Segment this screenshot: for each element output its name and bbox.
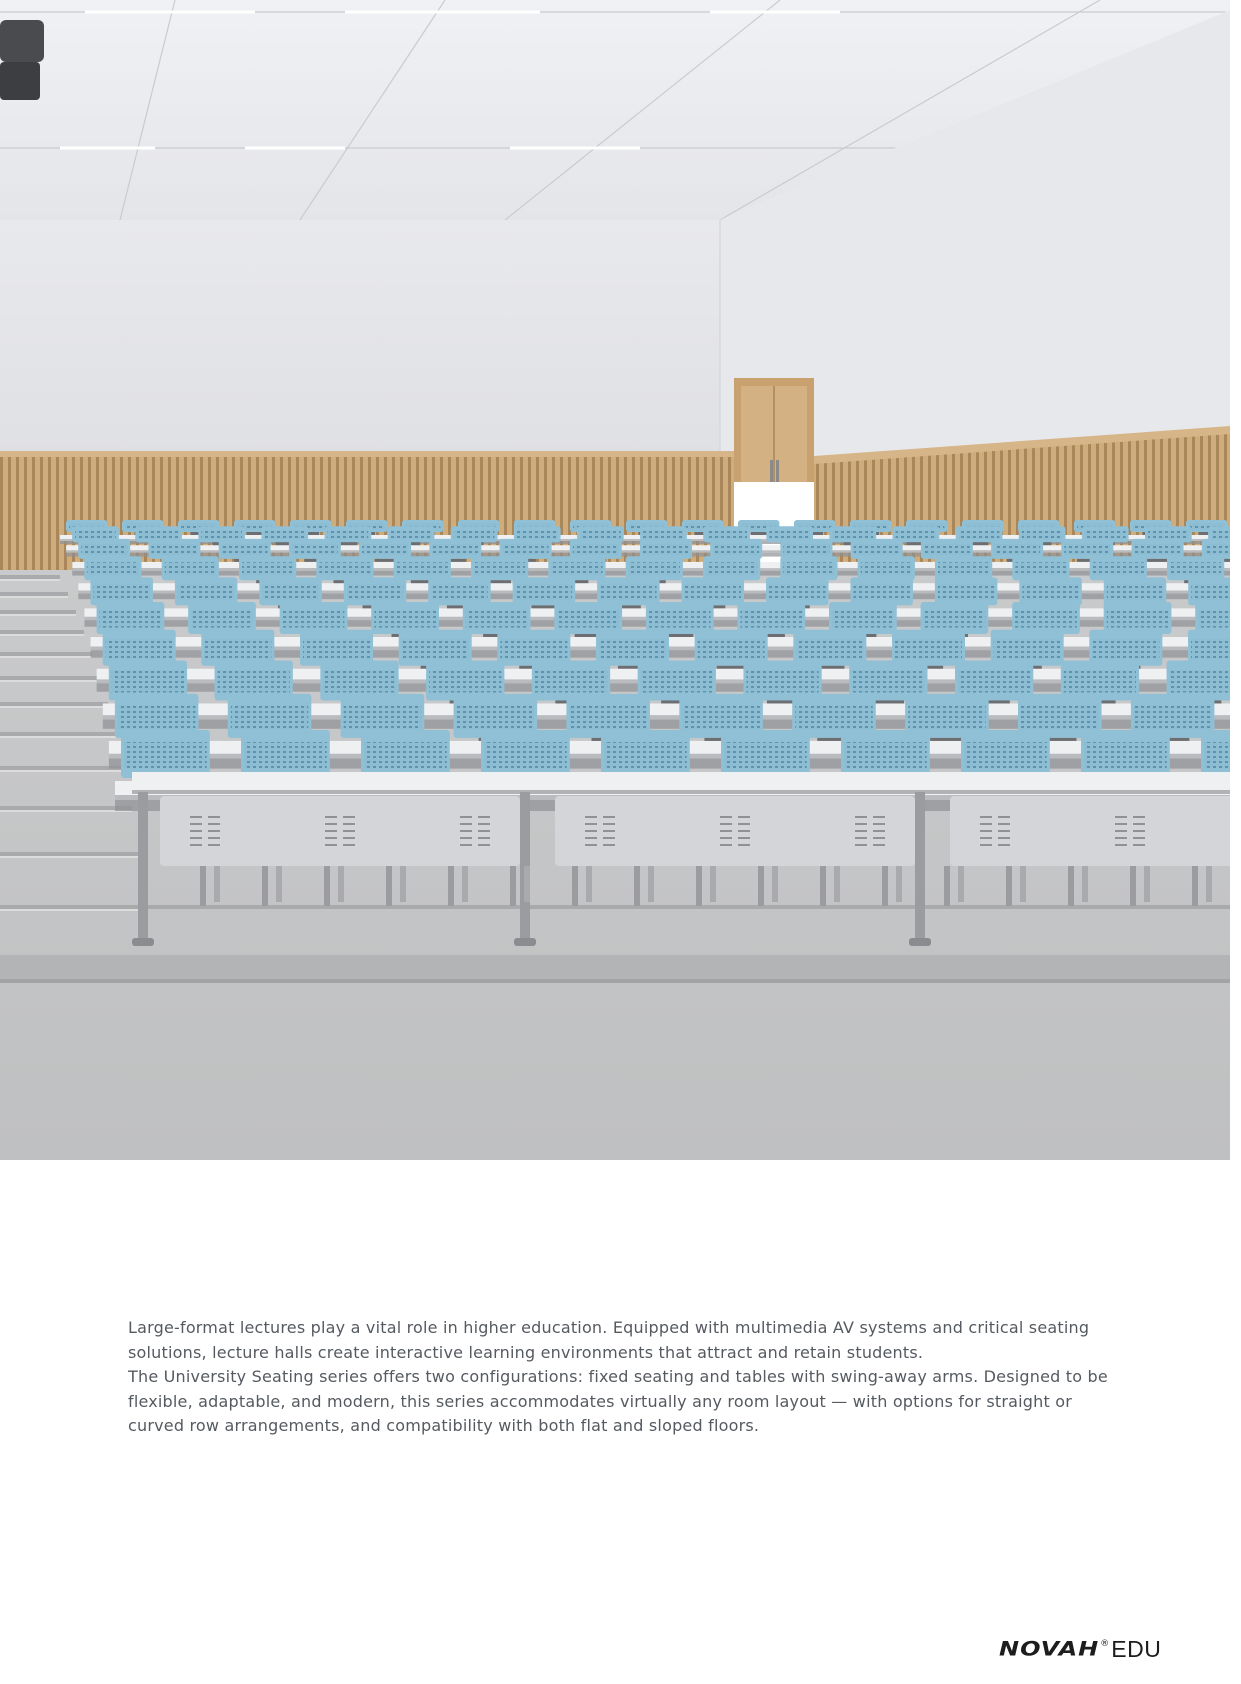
projector [0, 20, 44, 100]
back-wall [0, 220, 720, 460]
brand-suffix: EDU [1111, 1635, 1162, 1662]
brand-logo [999, 1636, 1161, 1662]
registered-mark: ® [1100, 1639, 1110, 1649]
description-paragraph-2: The University Seating series offers two configurations: fixed seating and tables with swing-away arms. Designed to be flexible, adaptable, and modern, this series accommodates virtually any room layout — with options for straight or curved row arrangements, and compatibility with both flat and sloped floors. [128, 1367, 1108, 1435]
description-paragraph-1: Large-format lectures play a vital role in higher education. Equipped with multimedia AV systems and critical seating solutions, lecture halls create interactive learning environments that attract and retain students. [128, 1318, 1090, 1362]
brand-wordmark: NOVAH [999, 1637, 1100, 1661]
door [734, 378, 814, 482]
description [128, 1316, 1128, 1439]
